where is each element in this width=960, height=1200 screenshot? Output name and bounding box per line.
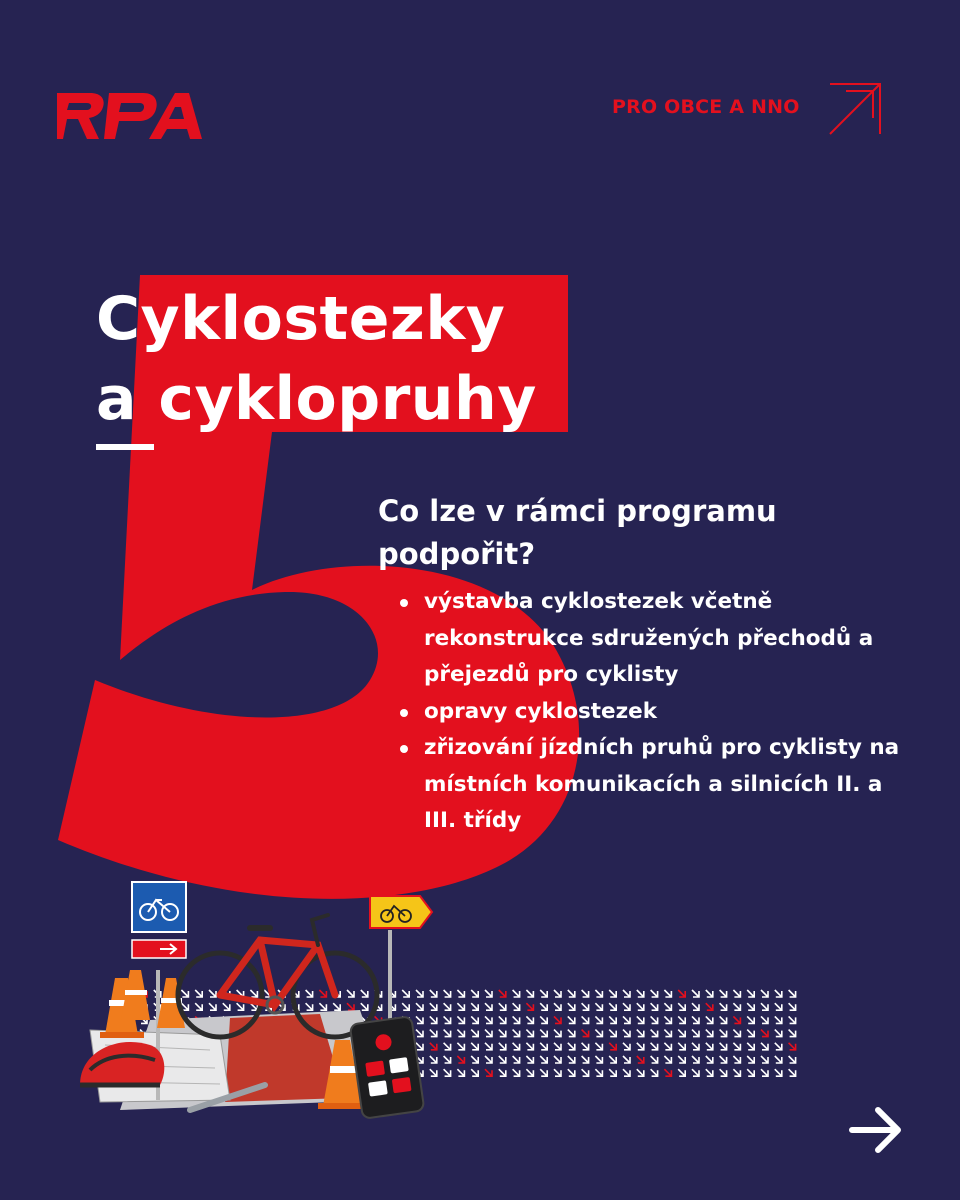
cycling-illustration <box>60 870 440 1130</box>
smartphone-icon <box>350 1016 425 1119</box>
page-title-line-2: a cyklopruhy <box>96 364 537 434</box>
rpa-logo <box>57 93 202 139</box>
diagonal-arrow-icon[interactable] <box>826 82 884 136</box>
audience-tag: PRO OBCE A NNO <box>612 96 800 118</box>
content-heading: Co lze v rámci programu podpořit? <box>378 494 777 571</box>
arrow-right-icon[interactable] <box>846 1100 906 1160</box>
page-title-line-1: Cyklostezky <box>96 284 506 354</box>
title-underline <box>96 444 154 450</box>
bullet-list <box>400 584 900 840</box>
list-item: výstavba cyklostezek včetně rekonstrukce sdružených přechodů a přejezdů pro cyklisty <box>400 584 900 694</box>
list-item: opravy cyklostezek <box>400 694 900 731</box>
list-item: zřizování jízdních pruhů pro cyklisty na místních komunikacích a silnicích II. a III. třídy <box>400 730 900 840</box>
